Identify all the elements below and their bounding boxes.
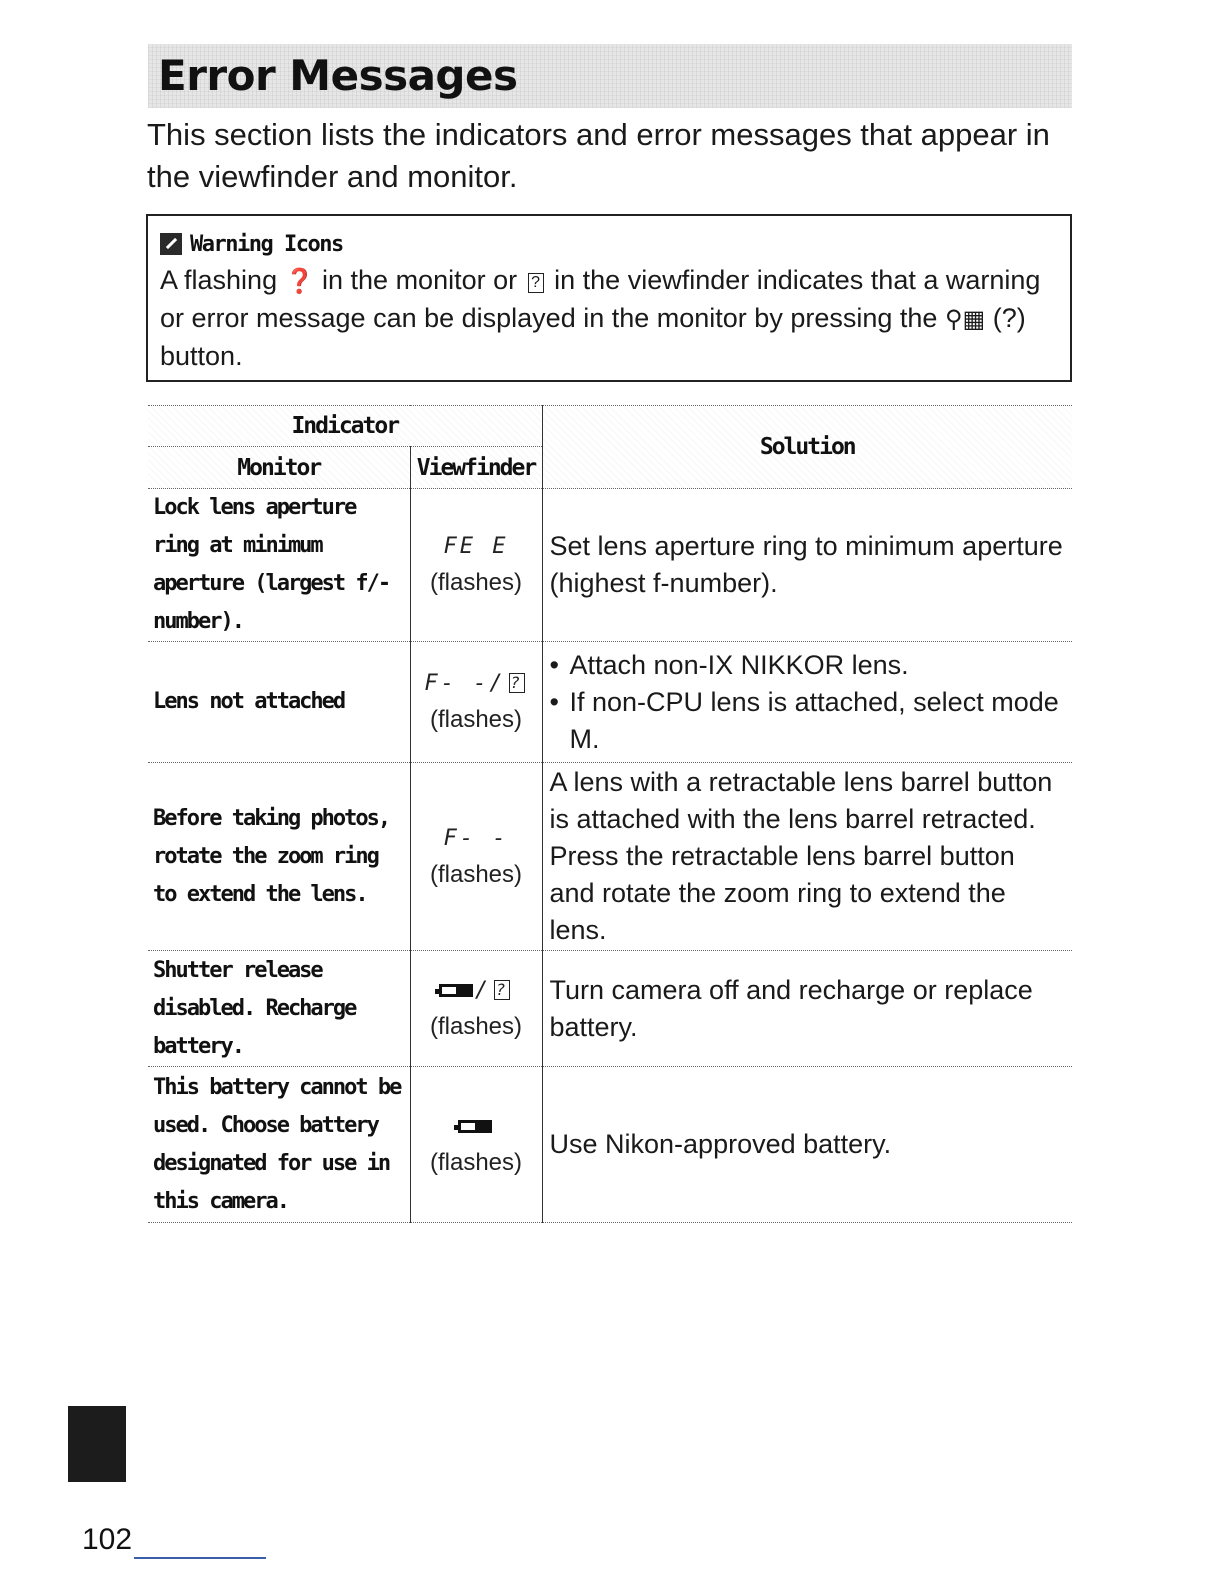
viewfinder-indicator	[410, 642, 542, 763]
help-circle-icon: ❓	[284, 268, 315, 295]
note-text-1: A flashing	[160, 265, 278, 295]
note-title: Warning Icons	[190, 231, 343, 257]
monitor-message: Lens not attached	[148, 642, 410, 763]
solution-text: A lens with a retractable lens barrel button is attached with the lens barrel retracted. Press the retractable lens barrel button and rotate the zoom ring to extend the lens.	[542, 763, 1072, 951]
viewfinder-help-icon: ?	[510, 673, 523, 692]
warning-icons-note	[146, 214, 1072, 382]
header-monitor: Monitor	[148, 447, 410, 489]
viewfinder-symbol: FE E	[443, 534, 509, 559]
error-messages-table	[148, 405, 1072, 1223]
solution-text: Use Nikon-approved battery.	[542, 1067, 1072, 1223]
table-header-row	[148, 406, 1072, 447]
monitor-message: Shutter release disabled. Recharge battery.	[148, 951, 410, 1067]
intro-paragraph: This section lists the indicators and error messages that appear in the viewfinder and monitor.	[147, 117, 1050, 194]
page-number-rule	[134, 1557, 266, 1559]
viewfinder-indicator	[410, 1067, 542, 1223]
header-viewfinder: Viewfinder	[410, 447, 542, 489]
solution-item: • Attach non-IX NIKKOR lens.	[550, 647, 1067, 684]
page-number: 102	[82, 1523, 133, 1556]
viewfinder-help-icon: ?	[528, 273, 544, 293]
table-row	[148, 489, 1072, 642]
table-row	[148, 1067, 1072, 1223]
viewfinder-symbol	[411, 666, 542, 702]
monitor-message: Lock lens aperture ring at minimum aperture (largest f/-number).	[148, 489, 410, 642]
viewfinder-help-icon: ?	[495, 979, 509, 999]
page-title: Error Messages	[158, 51, 518, 100]
viewfinder-symbol	[411, 1109, 542, 1145]
battery-icon	[458, 1120, 492, 1133]
table-row	[148, 642, 1072, 763]
note-text-3: in the viewfinder indicates that a warning or error message can be displayed in the monitor by pressing the	[160, 265, 1041, 333]
monitor-message: This battery cannot be used. Choose battery designated for use in this camera.	[148, 1067, 410, 1223]
viewfinder-flash-note: (flashes)	[429, 1148, 523, 1176]
table-row	[148, 763, 1072, 951]
solution-list	[542, 642, 1072, 763]
note-heading	[160, 226, 1058, 262]
viewfinder-symbol: F- -	[443, 825, 509, 851]
pencil-note-icon	[160, 233, 182, 255]
viewfinder-indicator	[410, 763, 542, 951]
viewfinder-symbol-text: /	[474, 977, 492, 1003]
zoom-out-help-button-icon: ⚲▦	[944, 306, 986, 333]
note-text-2: in the monitor or	[322, 265, 518, 295]
viewfinder-indicator	[410, 489, 542, 642]
viewfinder-flash-note: (flashes)	[429, 1012, 523, 1040]
viewfinder-flash-note: (flashes)	[429, 860, 523, 888]
solution-text: Set lens aperture ring to minimum aperture (highest f-number).	[542, 489, 1072, 642]
viewfinder-flash-note: (flashes)	[429, 569, 523, 596]
note-text-4: (?) button.	[160, 303, 1026, 371]
battery-exhausted-icon	[439, 984, 473, 997]
viewfinder-flash-note: (flashes)	[429, 706, 523, 733]
header-indicator: Indicator	[148, 406, 542, 447]
thumb-index-tab	[68, 1406, 126, 1482]
header-solution: Solution	[542, 406, 1072, 489]
note-body	[160, 262, 1058, 375]
viewfinder-indicator	[410, 951, 542, 1067]
viewfinder-symbol	[411, 973, 542, 1009]
table-row	[148, 951, 1072, 1067]
solution-text: Turn camera off and recharge or replace battery.	[542, 951, 1072, 1067]
monitor-message: Before taking photos, rotate the zoom ring to extend the lens.	[148, 763, 410, 951]
viewfinder-symbol-text: F- -/	[424, 671, 506, 696]
solution-item: • If non-CPU lens is attached, select mode M.	[550, 684, 1067, 758]
